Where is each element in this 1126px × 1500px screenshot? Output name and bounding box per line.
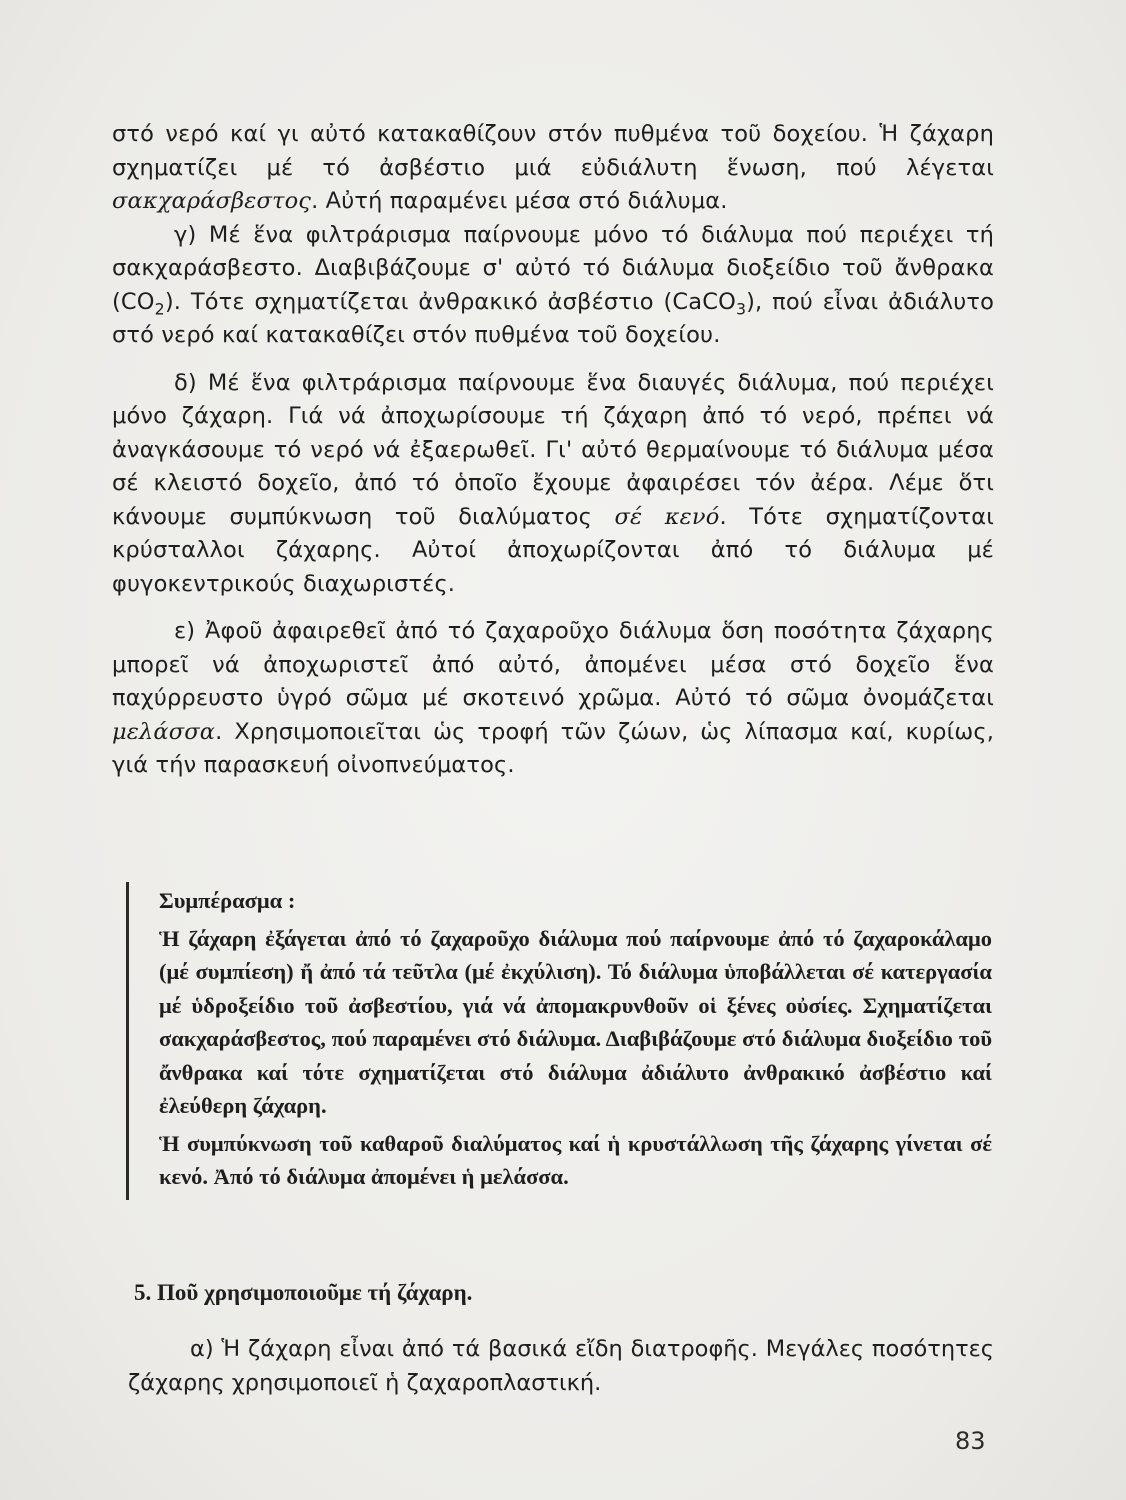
subscript: 2: [154, 299, 165, 318]
term-molasses: μελάσσα: [112, 718, 216, 745]
text-run: . Αὐτή παραμένει μέσα στό διάλυμα.: [311, 188, 728, 214]
text-run: δ) Μέ ἕνα φιλτράρισμα παίρνουμε ἕνα διαυγές διάλυμα, πού περιέχει μόνο ζάχαρη. Γιά νά ἀποχωρίσουμε τή ζάχαρη ἀπό τό νερό, πρέπει νά ἀναγκάσουμε τό νερό νά ἐξαερωθεῖ. Γι' αὐτό θερμαίνουμε τό διάλυμα μέσα σέ κλειστό δοχεῖο, ἀπό τό ὁποῖο ἔχουμε ἀφαιρέσει τόν ἀέρα. Λέμε ὅτι κάνουμε συμπύκνωση τοῦ διαλύματος: [112, 369, 994, 530]
term-saccharate: σακχαράσβεστος: [112, 188, 312, 214]
term-vacuum: σέ κενό: [614, 503, 720, 530]
paragraph-continuation: [112, 118, 994, 219]
summary-title: Συμπέρασμα :: [159, 888, 296, 913]
text-run: στό νερό καί γι αὐτό κατακαθίζουν στόν πυθμένα τοῦ δοχείου. Ἡ ζάχαρη σχηματίζει μέ τό ἀσβέστιο μιά εὐδιάλυτη ἕνωση, πού λέγεται: [112, 121, 994, 181]
subscript: 3: [735, 299, 747, 318]
text-run: ), πού εἶναι ἀδιάλυτο στό νερό καί κατακαθίζει στόν πυθμένα τοῦ δοχείου.: [112, 288, 994, 348]
text-run: γ) Μέ ἕνα φιλτράρισμα παίρνουμε μόνο τό διάλυμα πού περιέχει τή σακχαράσβεστο. Διαβιβάζουμε σ' αὐτό τό διάλυμα διοξείδιο τοῦ ἄνθρακα (CO: [112, 221, 994, 315]
text-run: ). Τότε σχηματίζεται ἀνθρακικό ἀσβέστιο (CaCO: [164, 288, 736, 315]
summary-paragraph-2: Ἡ συμπύκνωση τοῦ καθαροῦ διαλύματος καί ἡ κρυστάλλωση τῆς ζάχαρης γίνεται σέ κενό. Ἀπό τό διάλυμα ἀπομένει ἡ μελάσσα.: [159, 1130, 992, 1189]
summary-paragraph-1: Ἡ ζάχαρη ἐξάγεται ἀπό τό ζαχαροῦχο διάλυμα πού παίρνουμε ἀπό τό ζαχαροκάλαμο (μέ συμπίεση) ἤ ἀπό τά τεῦτλα (μέ ἐκχύλιση). Τό διάλυμα ὑποβάλλεται σέ κατεργασία μέ ὑδροξείδιο τοῦ ἀσβεστίου, γιά νά ἀπομακρυνθοῦν οἱ ξένες οὐσίες. Σχηματίζεται σακχαράσβεστος, πού παραμένει στό διάλυμα. Διαβιβάζουμε στό διάλυμα διοξείδιο τοῦ ἄνθρακα καί τότε σχηματίζεται στό διάλυμα ἀδιάλυτο ἀνθρακικό ἀσβέστιο καί ἐλεύθερη ζάχαρη.: [159, 925, 992, 1118]
paragraph-step-d: [112, 367, 994, 602]
section-body: [128, 1332, 994, 1400]
text-run: ε) Ἀφοῦ ἀφαιρεθεῖ ἀπό τό ζαχαροῦχο διάλυμα ὅση ποσότητα ζάχαρης μπορεῖ νά ἀποχωριστεῖ ἀπό αὐτό, ἀπομένει μέσα στό δοχεῖο ἕνα παχύρρευστο ὑγρό σῶμα μέ σκοτεινό χρῶμα. Αὐτό τό σῶμα ὀνομάζεται: [112, 618, 994, 711]
paragraph-step-e: [112, 615, 994, 783]
text-run: . Τότε σχηματίζονται κρύσταλλοι ζάχαρης. Αὐτοί ἀποχωρίζονται ἀπό τό διάλυμα μέ φυγοκεντρικούς διαχωριστές.: [112, 503, 994, 597]
summary-box: [126, 882, 992, 1200]
paragraph-step-c: [112, 219, 994, 353]
text-run: . Χρησιμοποιεῖται ὡς τροφή τῶν ζώων, ὡς λίπασμα καί, κυρίως, γιά τήν παρασκευή οἰνοπνεύματος.: [112, 718, 994, 778]
body-text: [112, 118, 994, 783]
section-paragraph-a: α) Ἡ ζάχαρη εἶναι ἀπό τά βασικά εἴδη διατροφῆς. Μεγάλες ποσότητες ζάχαρης χρησιμοποιεῖ ἡ ζαχαροπλαστική.: [128, 1336, 994, 1396]
section-heading: 5. Ποῦ χρησιμοποιοῦμε τή ζάχαρη.: [134, 1280, 473, 1305]
page-number: 83: [955, 1427, 986, 1455]
